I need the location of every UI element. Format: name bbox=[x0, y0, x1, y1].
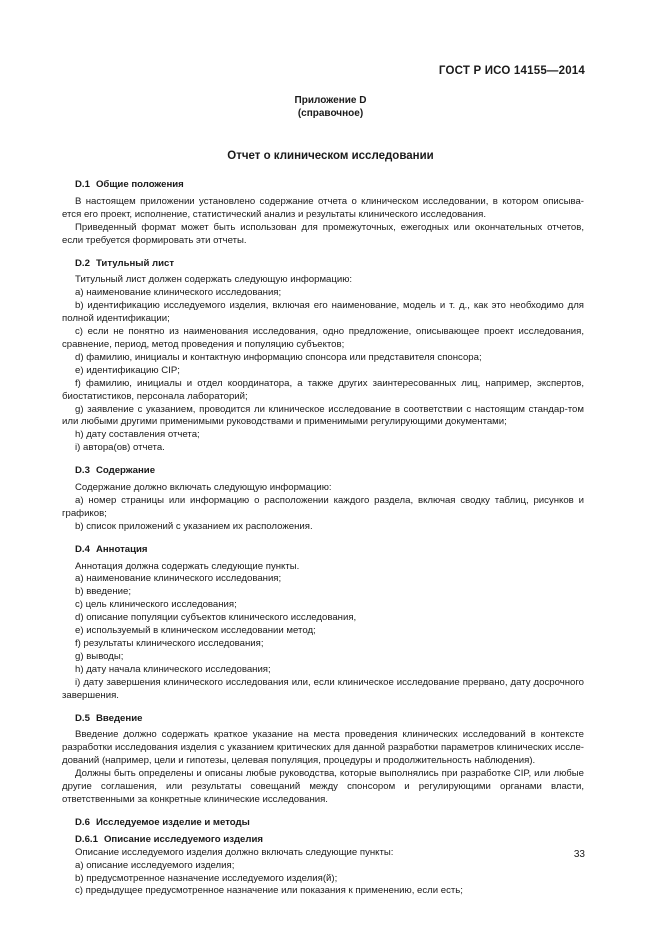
section-number: D.1 bbox=[75, 179, 90, 190]
section-number: D.5 bbox=[75, 712, 90, 724]
section-heading-d1 bbox=[62, 179, 584, 192]
page-number: 33 bbox=[573, 849, 585, 860]
section-heading-d2 bbox=[62, 258, 584, 271]
section-title: Аннотация bbox=[95, 543, 148, 555]
list-item: c) предыдущее предусмотренное назначение или показания к применению, если есть; bbox=[75, 885, 463, 897]
paragraph: Аннотация должна содержать следующие пункты. bbox=[75, 560, 300, 572]
list-item: f) фамилию, инициалы и отдел координатора, а также других заинтересованных лиц, например, экспертов, биостатистиков, персонала лабораторий; bbox=[62, 377, 584, 402]
list-item: i) дату завершения клинического исследования или, если клиническое исследование прервано, дату досрочного завершения. bbox=[62, 676, 584, 701]
list-item: a) наименование клинического исследования; bbox=[75, 287, 282, 299]
section-heading-d3 bbox=[62, 465, 584, 478]
list-item: d) описание популяции субъектов клинического исследования, bbox=[75, 612, 357, 624]
list-item: h) дату начала клинического исследования; bbox=[75, 663, 271, 675]
list-item: b) предусмотренное назначение исследуемого изделия(й); bbox=[75, 872, 338, 884]
section-title: Титульный лист bbox=[95, 257, 175, 269]
section-title: Общие положения bbox=[95, 179, 184, 190]
list-item: c) цель клинического исследования; bbox=[75, 599, 237, 611]
section-title: Содержание bbox=[95, 465, 156, 477]
section-heading-d4 bbox=[62, 544, 584, 557]
section-title: Введение bbox=[95, 712, 143, 724]
section-number: D.3 bbox=[75, 465, 90, 477]
paragraph: Содержание должно включать следующую информацию: bbox=[75, 482, 332, 494]
subsection-number: D.6.1 bbox=[75, 833, 98, 845]
section-number: D.2 bbox=[75, 257, 90, 269]
section-number: D.4 bbox=[75, 543, 90, 555]
standard-code: ГОСТ Р ИСО 14155—2014 bbox=[438, 65, 585, 77]
paragraph: Титульный лист должен содержать следующую информацию: bbox=[75, 274, 353, 286]
section-heading-d5 bbox=[62, 713, 584, 726]
annex-subtitle: (справочное) bbox=[297, 108, 364, 119]
list-item: e) идентификацию CIP; bbox=[75, 364, 180, 376]
section-number: D.6 bbox=[75, 816, 90, 828]
list-item: d) фамилию, инициалы и контактную информацию спонсора или представителя спонсора; bbox=[75, 351, 482, 363]
list-item: g) выводы; bbox=[75, 650, 124, 662]
list-item: i) автора(ов) отчета. bbox=[75, 442, 165, 454]
annex-title: Приложение D bbox=[294, 95, 367, 106]
paragraph: Описание исследуемого изделия должно включать следующие пункты: bbox=[75, 846, 394, 858]
subsection-heading-d6-1 bbox=[62, 834, 584, 847]
section-title: Исследуемое изделие и методы bbox=[95, 816, 250, 828]
paragraph: Приведенный формат может быть использован для промежуточных, ежегодных или окончательных отчетов, если требуется формировать эти отчеты. bbox=[62, 221, 584, 246]
document-body bbox=[62, 175, 584, 898]
list-item: f) результаты клинического исследования; bbox=[75, 638, 264, 649]
list-item: e) используемый в клиническом исследовании метод; bbox=[75, 625, 316, 637]
section-heading-d6 bbox=[62, 817, 584, 830]
list-item: a) номер страницы или информацию о расположении каждого раздела, включая сводку таблиц, рисунков и графиков; bbox=[62, 494, 584, 519]
list-item: b) список приложений с указанием их расположения. bbox=[75, 520, 313, 532]
paragraph: В настоящем приложении установлено содержание отчета о клиническом исследовании, в котором описыва-ется его проект, исполнение, статистический анализ и результаты клинического исследования. bbox=[62, 195, 584, 220]
list-item: a) наименование клинического исследования; bbox=[75, 573, 282, 585]
paragraph: Должны быть определены и описаны любые руководства, которые выполнялись при разработке CIP, или любые другие соглашения, или результаты совещаний между спонсором и регулирующими органами власти, ответственными за конкретные клинические исследования. bbox=[62, 768, 584, 805]
list-item: b) идентификацию исследуемого изделия, включая его наименование, модель и т. д., как это необходимо для полной идентификации; bbox=[62, 300, 584, 325]
list-item: a) описание исследуемого изделия; bbox=[75, 859, 235, 871]
list-item: c) если не понятно из наименования исследования, одно предложение, описывающее проект исследования, сравнение, период, метод проведения и популяцию субъектов; bbox=[62, 326, 584, 350]
list-item: g) заявление с указанием, проводится ли клиническое исследование в соответствии с настоящим стандар-том или любыми другими применимыми руководствами и применимыми регулирующими документами; bbox=[62, 403, 584, 428]
list-item: h) дату составления отчета; bbox=[75, 429, 200, 441]
paragraph: Введение должно содержать краткое указание на места проведения клинических исследований в контексте разработки исследования изделия с указанием критических для данной разработки параметров клинических иссле-дований (например, цели и гипотезы, целевая популяция, процедуры и продолжительность наблюдения). bbox=[62, 729, 584, 767]
annex-heading bbox=[0, 94, 661, 120]
subsection-title: Описание исследуемого изделия bbox=[103, 833, 263, 845]
document-title: Отчет о клиническом исследовании bbox=[227, 150, 434, 162]
list-item: b) введение; bbox=[75, 586, 131, 598]
